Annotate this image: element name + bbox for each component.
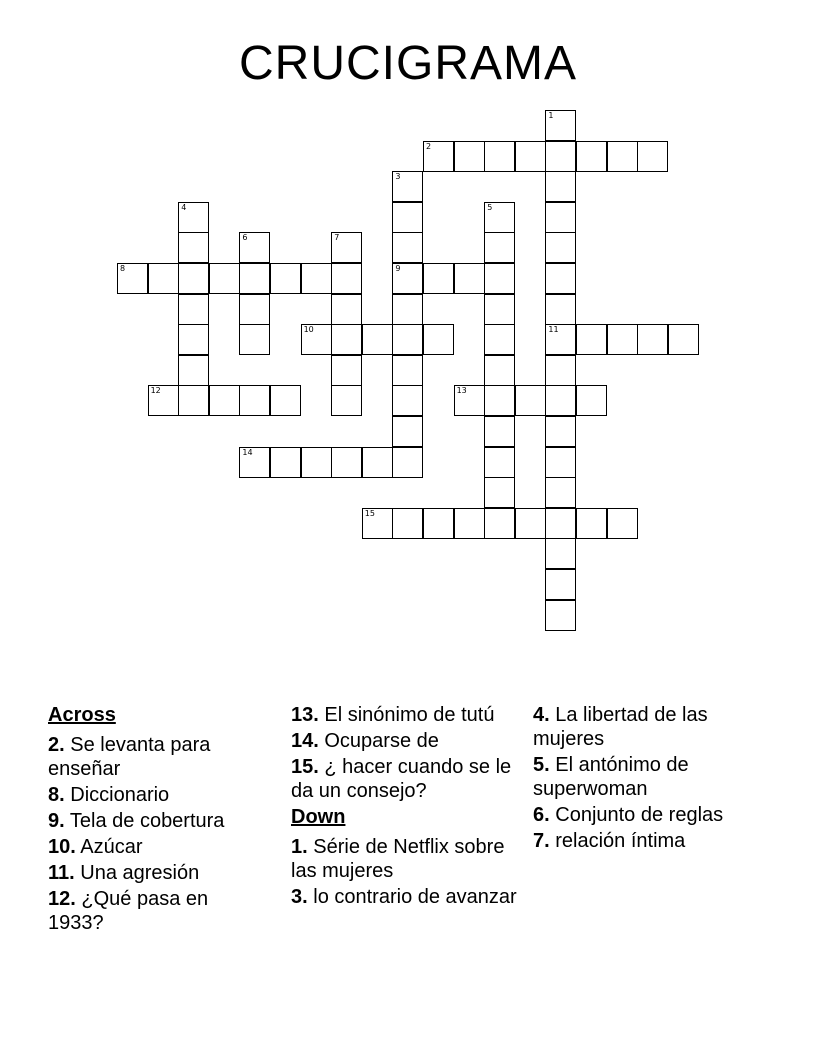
grid-cell[interactable]	[545, 294, 576, 325]
clue-across-11: 11. Una agresión	[48, 862, 200, 884]
grid-cell[interactable]	[454, 508, 485, 539]
clue-number: 11	[548, 325, 559, 335]
grid-cell[interactable]	[178, 202, 209, 233]
grid-cell[interactable]	[637, 324, 668, 355]
grid-cell[interactable]	[484, 294, 515, 325]
page-title: CRUCIGRAMA	[238, 37, 577, 90]
grid-cell[interactable]	[239, 232, 270, 263]
grid-cell[interactable]	[607, 141, 638, 172]
grid-cell[interactable]	[392, 202, 423, 233]
clue-across-9: 9. Tela de cobertura	[48, 810, 225, 832]
grid-cell[interactable]	[576, 508, 607, 539]
grid-cell[interactable]	[576, 385, 607, 416]
grid-cell[interactable]	[545, 324, 576, 355]
grid-cell[interactable]	[178, 263, 209, 294]
grid-cell[interactable]	[545, 569, 576, 600]
grid-cell[interactable]	[331, 263, 362, 294]
grid-cell[interactable]	[545, 416, 576, 447]
across-heading: Across	[48, 704, 116, 726]
down-heading: Down	[291, 806, 346, 828]
clue-across-2: 2. Se levanta para enseñar	[48, 734, 211, 780]
clues-column-3	[533, 703, 753, 855]
grid-cell[interactable]	[209, 385, 240, 416]
grid-cell[interactable]	[362, 508, 393, 539]
grid-cell[interactable]	[484, 477, 515, 508]
grid-cell[interactable]	[545, 385, 576, 416]
clue-down-4: 4. La libertad de las mujeres	[533, 704, 708, 750]
clue-down-6: 6. Conjunto de reglas	[533, 804, 724, 826]
clue-number: 13	[456, 386, 467, 396]
grid-cell[interactable]	[454, 385, 485, 416]
grid-cell[interactable]	[484, 385, 515, 416]
grid-cell[interactable]	[239, 324, 270, 355]
grid-cell[interactable]	[392, 447, 423, 478]
clue-number: 1	[548, 111, 554, 120]
clue-number: 8	[120, 264, 126, 273]
grid-cell[interactable]	[178, 385, 209, 416]
clue-across-12: 12. ¿Qué pasa en 1933?	[48, 888, 209, 934]
grid-cell[interactable]	[484, 416, 515, 447]
clue-number: 10	[303, 325, 314, 335]
clue-down-3: 3. lo contrario de avanzar	[291, 886, 517, 908]
grid-cell[interactable]	[607, 324, 638, 355]
grid-cell[interactable]	[331, 355, 362, 386]
clue-number: 6	[242, 233, 248, 243]
grid-cell[interactable]	[392, 232, 423, 263]
clue-across-14: 14. Ocuparse de	[291, 730, 439, 752]
grid-cell[interactable]	[178, 294, 209, 325]
clue-number: 5	[487, 202, 493, 212]
grid-cell[interactable]	[484, 447, 515, 478]
grid-cell[interactable]	[545, 508, 576, 539]
grid-cell[interactable]	[209, 263, 240, 294]
grid-cell[interactable]	[545, 477, 576, 508]
grid-cell[interactable]	[362, 447, 393, 478]
grid-cell[interactable]	[515, 508, 546, 539]
grid-cell[interactable]	[178, 355, 209, 386]
grid-cell[interactable]	[484, 324, 515, 355]
grid-cell[interactable]	[239, 385, 270, 416]
grid-cell[interactable]	[545, 538, 576, 569]
grid-cell[interactable]	[545, 263, 576, 294]
grid-cell[interactable]	[484, 232, 515, 263]
grid-cell[interactable]	[392, 324, 423, 355]
grid-cell[interactable]	[515, 385, 546, 416]
grid-cell[interactable]	[392, 171, 423, 202]
grid-cell[interactable]	[545, 600, 576, 631]
grid-cell[interactable]	[362, 324, 393, 355]
grid-cell[interactable]	[545, 141, 576, 172]
grid-cell[interactable]	[515, 141, 546, 172]
clue-number: 4	[181, 202, 187, 212]
clue-number: 7	[334, 233, 340, 243]
grid-cell[interactable]	[239, 294, 270, 325]
grid-cell[interactable]	[423, 324, 454, 355]
grid-cell[interactable]	[484, 202, 515, 233]
grid-cell[interactable]	[301, 263, 332, 294]
grid-cell[interactable]	[270, 263, 301, 294]
grid-cell[interactable]	[484, 263, 515, 294]
clue-down-7: 7. relación íntima	[533, 830, 686, 852]
grid-cell[interactable]	[331, 294, 362, 325]
grid-cell[interactable]	[117, 263, 148, 294]
grid-cell[interactable]	[331, 232, 362, 263]
grid-cell[interactable]	[545, 110, 576, 141]
clue-down-1: 1. Série de Netflix sobre las mujeres	[291, 836, 505, 882]
grid-cell[interactable]	[484, 508, 515, 539]
clue-number: 3	[395, 172, 401, 182]
grid-cell[interactable]	[239, 447, 270, 478]
clue-across-15: 15. ¿ hacer cuando se le da un consejo?	[291, 756, 512, 802]
grid-cell[interactable]	[392, 294, 423, 325]
grid-cell[interactable]	[545, 355, 576, 386]
grid-cell[interactable]	[668, 324, 699, 355]
grid-cell[interactable]	[392, 416, 423, 447]
grid-cell[interactable]	[607, 508, 638, 539]
grid-cell[interactable]	[454, 263, 485, 294]
grid-cell[interactable]	[484, 355, 515, 386]
grid-cell[interactable]	[392, 508, 423, 539]
grid-cell[interactable]	[454, 141, 485, 172]
grid-cell[interactable]	[301, 324, 332, 355]
grid-cell[interactable]	[423, 508, 454, 539]
grid-cell[interactable]	[270, 447, 301, 478]
grid-cell[interactable]	[576, 324, 607, 355]
grid-cell[interactable]	[148, 263, 179, 294]
clue-number: 14	[242, 447, 253, 457]
clue-number: 9	[395, 264, 401, 273]
grid-cell[interactable]	[178, 232, 209, 263]
grid-cell[interactable]	[331, 385, 362, 416]
clue-across-10: 10. Azúcar	[48, 836, 143, 858]
grid-cell[interactable]	[331, 324, 362, 355]
grid-cell[interactable]	[545, 171, 576, 202]
grid-cell[interactable]	[148, 385, 179, 416]
grid-cell[interactable]	[270, 385, 301, 416]
clue-down-5: 5. El antónimo de superwoman	[533, 754, 689, 800]
grid-cell[interactable]	[545, 232, 576, 263]
grid-cell[interactable]	[392, 355, 423, 386]
clue-number: 15	[364, 508, 375, 518]
grid-cell[interactable]	[178, 324, 209, 355]
clues-column-1	[48, 703, 268, 937]
clue-number: 2	[426, 141, 432, 151]
clue-number: 12	[150, 386, 161, 396]
grid-cell[interactable]	[239, 263, 270, 294]
grid-cell[interactable]	[301, 447, 332, 478]
clue-across-13: 13. El sinónimo de tutú	[291, 704, 495, 726]
grid-cell[interactable]	[484, 141, 515, 172]
clue-across-8: 8. Diccionario	[48, 784, 170, 806]
grid-cell[interactable]	[637, 141, 668, 172]
grid-cell[interactable]	[423, 141, 454, 172]
clues-column-2	[291, 703, 526, 911]
grid-cell[interactable]	[331, 447, 362, 478]
grid-cell[interactable]	[392, 263, 423, 294]
grid-cell[interactable]	[545, 202, 576, 233]
grid-cell[interactable]	[423, 263, 454, 294]
grid-cell[interactable]	[392, 385, 423, 416]
grid-cell[interactable]	[576, 141, 607, 172]
grid-cell[interactable]	[545, 447, 576, 478]
